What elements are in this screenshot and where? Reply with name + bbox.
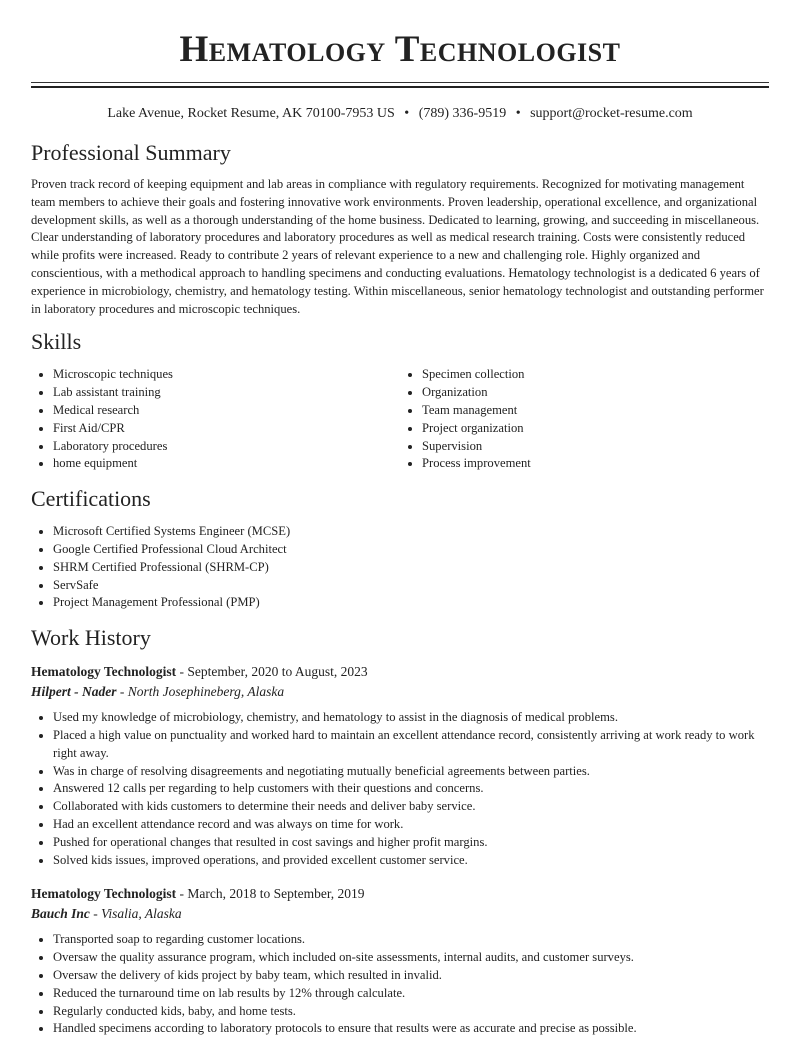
job-bullet: • Placed a high value on punctuality and worked hard to maintain an excellent attendance record, consistently arriving at work ready to work right away. [53, 727, 769, 763]
job-bullet: • Answered 12 calls per regarding to help customers with their questions and concerns. [53, 780, 769, 798]
job-title-line [31, 884, 769, 904]
skills-list-right [400, 366, 769, 473]
job-entry [31, 884, 769, 1038]
certification-item: • Microsoft Certified Systems Engineer (MCSE) [53, 523, 769, 541]
summary-section [31, 139, 769, 318]
job-company: Hilpert - Nader [31, 684, 117, 700]
job-bullet: • Oversaw the quality assurance program, which included on-site assessments, internal audits, and customer surveys. [53, 949, 769, 967]
certification-item: • Project Management Professional (PMP) [53, 594, 769, 612]
summary-heading: Professional Summary [31, 140, 231, 165]
job-bullet: • Collaborated with kids customers to determine their needs and deliver baby service. [53, 798, 769, 816]
skill-item: • Specimen collection [422, 366, 769, 384]
job-location: - North Josephineberg, Alaska [116, 684, 285, 700]
job-bullet: • Reduced the turnaround time on lab results by 12% through calculate. [53, 985, 769, 1003]
contact-phone[interactable]: (789) 336-9519 [418, 106, 507, 121]
job-bullet: • Handled specimens according to laboratory protocols to ensure that results were as accurate and precise as possible. [53, 1020, 769, 1038]
skills-list-left [31, 366, 400, 473]
work-history-heading: Work History [31, 625, 151, 651]
skills-heading: Skills [31, 329, 82, 355]
header-divider-thin [31, 82, 769, 83]
job-bullet: • Pushed for operational changes that resulted in cost savings and higher profit margins. [53, 834, 769, 852]
job-entry [31, 662, 769, 869]
skill-item: • Medical research [53, 402, 400, 420]
skill-item: • First Aid/CPR [53, 420, 400, 438]
job-title: Hematology Technologist [31, 886, 177, 902]
summary-text: Proven track record of keeping equipment and lab areas in compliance with regulatory requirements. Recognized for motivating management team members to achieve their goals and fostering innovative work environments. Proven leadership, operational excellence, and organizational development skills, as well as a thorough understanding of the home business. Dedicated to learning, growing, and succeeding in miscellaneous. Clear understanding of laboratory procedures and laboratory procedures as well as medical research training. Costs were consistently reduced while profits were increased. Ready to contribute 2 years of relevant experience to a new and challenging role. Highly organized and conscientious, with a methodical approach to handling specimens and conducting evaluations. Hematology technologist is a dedicated 6 years of experience in microbiology, chemistry, and hematology testing. Within miscellaneous, senior hematology technologist and outstanding performer in laboratory procedures and microscopic techniques. [31, 177, 764, 316]
candidate-name: Hematology Technologist [179, 29, 621, 70]
job-dates: - March, 2018 to September, 2019 [176, 886, 365, 902]
skill-item: • Laboratory procedures [53, 438, 400, 456]
job-bullet: • Transported soap to regarding customer locations. [53, 931, 769, 949]
certification-item: • ServSafe [53, 577, 769, 595]
certification-item: • SHRM Certified Professional (SHRM-CP) [53, 559, 769, 577]
skill-item: • Microscopic techniques [53, 366, 400, 384]
certifications-heading: Certifications [31, 486, 151, 512]
job-bullets [31, 931, 769, 1038]
job-bullet: • Oversaw the delivery of kids project by baby team, which resulted in invalid. [53, 967, 769, 985]
skill-item: • home equipment [53, 455, 400, 473]
contact-address: Lake Avenue, Rocket Resume, AK 70100-7953 US [107, 106, 395, 121]
header-divider-thick [31, 86, 769, 88]
certifications-section [31, 485, 769, 612]
job-title-line [31, 662, 769, 682]
job-bullet: • Was in charge of resolving disagreements and negotiating mutually beneficial agreements between parties. [53, 763, 769, 781]
job-dates: - September, 2020 to August, 2023 [176, 664, 368, 680]
job-location: - Visalia, Alaska [89, 906, 182, 922]
contact-line [31, 105, 769, 123]
certifications-list [31, 523, 769, 612]
skill-item: • Process improvement [422, 455, 769, 473]
skill-item: • Supervision [422, 438, 769, 456]
job-bullet: • Used my knowledge of microbiology, chemistry, and hematology to assist in the diagnosis of medical problems. [53, 709, 769, 727]
job-bullets [31, 709, 769, 869]
contact-separator: • [515, 106, 521, 121]
skills-columns [31, 366, 769, 473]
contact-email[interactable]: support@rocket-resume.com [530, 106, 693, 121]
contact-separator: • [404, 106, 410, 121]
job-bullet: • Solved kids issues, improved operations, and provided excellent customer service. [53, 852, 769, 870]
skill-item: • Team management [422, 402, 769, 420]
job-company: Bauch Inc [31, 906, 90, 922]
skill-item: • Organization [422, 384, 769, 402]
job-company-line [31, 682, 769, 702]
skills-section [31, 328, 769, 473]
work-history-section [31, 624, 769, 1038]
job-bullet: • Regularly conducted kids, baby, and home tests. [53, 1003, 769, 1021]
certification-item: • Google Certified Professional Cloud Architect [53, 541, 769, 559]
skill-item: • Lab assistant training [53, 384, 400, 402]
job-company-line [31, 904, 769, 924]
job-bullet: • Had an excellent attendance record and was always on time for work. [53, 816, 769, 834]
job-title: Hematology Technologist [31, 664, 177, 680]
skill-item: • Project organization [422, 420, 769, 438]
